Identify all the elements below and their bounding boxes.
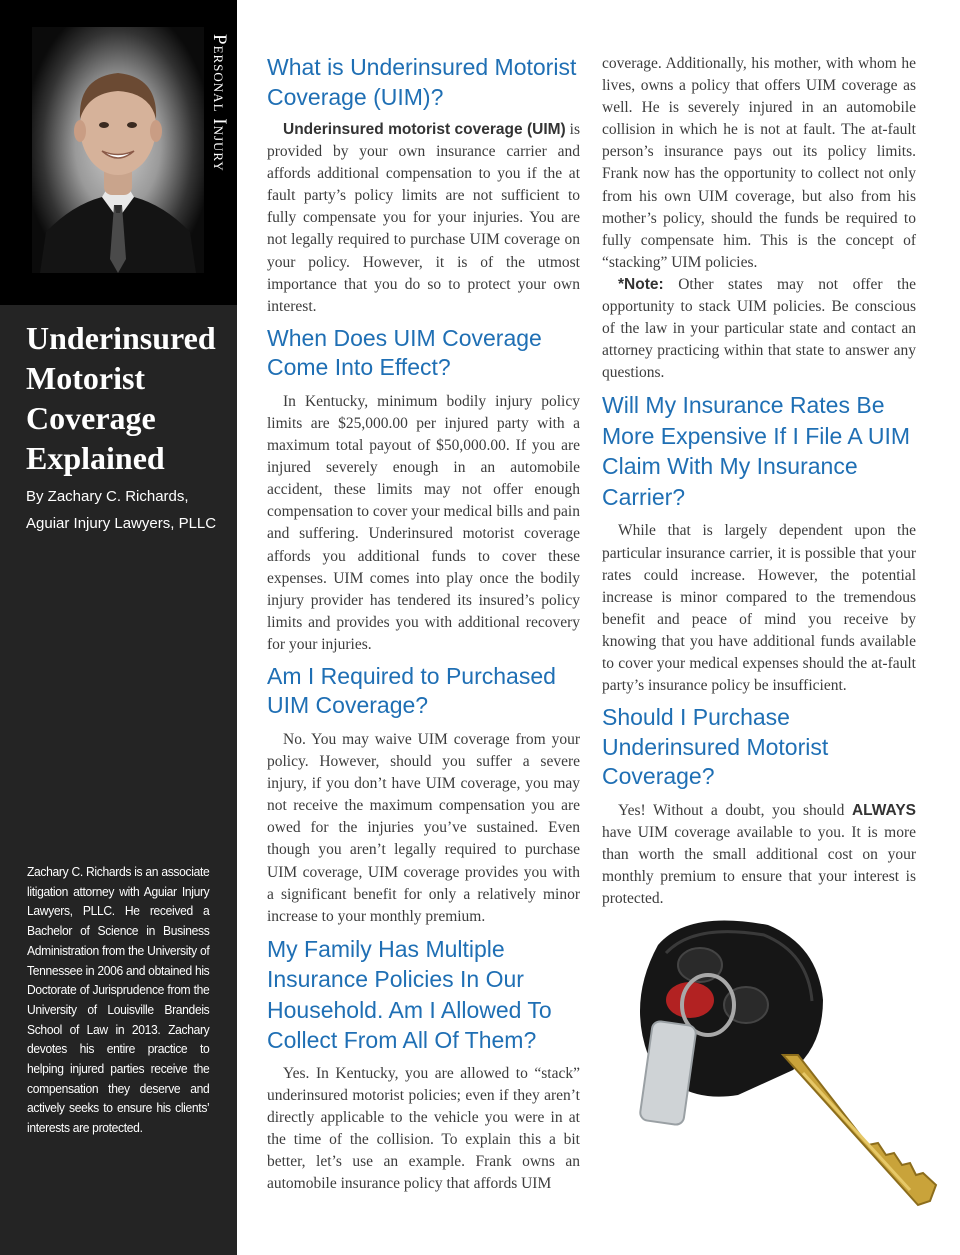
heading-when-does-uim-apply: When Does UIM Coverage Come Into Effect?: [267, 324, 542, 381]
paragraph-what-is-uim: [267, 119, 580, 318]
paragraph-should-i-purchase: [602, 800, 916, 910]
heading-required-to-purchase: Am I Required to Purchased UIM Coverage?: [267, 662, 556, 719]
byline-firm: Aguiar Injury Lawyers, PLLC: [26, 515, 217, 532]
answer-emphasis: ALWAYS: [851, 801, 916, 819]
paragraph-when-does-uim-apply: In Kentucky, minimum bodily injury policy limits are $25,000.00 per injured party with a maximum total payout of $50,000.00. If you are injured severely enough in an automobile accident, these limits may not offer enough compensation to cover your medical bills and pain and suffering. Underinsured motorist coverage affords you additional funds to cover these expenses. UIM comes into play once the bodily injury provider has tendered its insured’s policy limits and provides you with additional recovery for your injuries.: [267, 392, 580, 653]
paragraph-note: [602, 274, 916, 384]
paragraph-insurance-rates: While that is largely dependent upon the particular insurance carrier, it is possible that your rates could increase. However, the potential increase is minor compared to the tremendous benefit and peace of mind you receive by knowing that you have additional funds available to cover your medical expenses should the at-fault party’s insurance policy be insufficient.: [602, 522, 916, 695]
answer-lead: Yes! Without a doubt, you should: [618, 801, 852, 819]
note-text: Other states may not offer the opportunity to stack UIM policies. Be conscious of the law in your particular state and contact an attorney practicing within that state to answer any questions.: [602, 275, 916, 382]
paragraph-multiple-policies: Yes. In Kentucky, you are allowed to “stack” underinsured motorist policies; even if they aren’t directly applicable to the vehicle you were in at the time of the collision. To explain this a bit better, let’s use an example. Frank owns an automobile insurance policy that affords UIM: [267, 1064, 580, 1193]
author-portrait-illustration: [32, 27, 204, 273]
sidebar: [0, 0, 237, 1255]
section-tag: Personal Injury: [209, 34, 230, 172]
byline-author: By Zachary C. Richards,: [26, 488, 189, 505]
right-column: [602, 0, 916, 910]
author-portrait: [32, 27, 204, 273]
heading-multiple-policies: My Family Has Multiple Insurance Policies In Our Household. Am I Allowed To Collect From All Of Them?: [267, 935, 552, 1054]
heading-what-is-uim: What is Underinsured Motorist Coverage (UIM)?: [267, 54, 577, 110]
middle-column: [267, 0, 580, 1195]
note-label: *Note:: [618, 275, 664, 293]
uim-definition-body: is provided by your own insurance carrier and affords additional compensation to you if the at fault party’s policy limits are not sufficient to fully compensate you for your injuries. You are not legally required to purchase UIM coverage on your policy. However, it is of the utmost importance that you do so to protect your own interest.: [267, 121, 580, 315]
byline: [26, 483, 231, 537]
author-bio: Zachary C. Richards is an associate litigation attorney with Aguiar Injury Lawyers, PLLC. He received a Bachelor of Science in Business Administration from the University of Tennessee in 2006 and obtained his Doctorate of Jurisprudence from the University of Louisville Brandeis School of Law in 2013. Zachary devotes his entire practice to helping injured parties receive the compensation they deserve and actively seeks to ensure his clients’ interests are protected.: [27, 865, 210, 1136]
paragraph-stacking-example: coverage. Additionally, his mother, with whom he lives, owns a policy that offers UIM coverage as well. He is severely injured in an automobile collision in which he is not at fault. The at-fault person’s insurance pays out its policy limits. Frank now has the opportunity to collect not only from his own UIM coverage, but also from his mother’s policy, should the funds be required to fully compensate him. This is the concept of “stacking” UIM policies.: [602, 55, 916, 271]
car-key-illustration: [618, 905, 948, 1250]
heading-should-i-purchase: Should I Purchase Underinsured Motorist Coverage?: [602, 704, 829, 790]
answer-rest: have UIM coverage available to you. It is more than worth the small additional cost on your monthly premium to ensure that your interest is protected.: [602, 823, 916, 908]
uim-definition-lead: Underinsured motorist coverage (UIM): [283, 121, 566, 138]
paragraph-required-to-purchase: No. You may waive UIM coverage from your policy. However, should you suffer a severe injury, if you don’t have UIM coverage, you may not receive the maximum compensation you are owed for the injuries you’ve sustained. Even though you aren’t legally required to purchase UIM coverage, UIM coverage provides you with a significant benefit for only a relatively minor increase to your monthly premium.: [267, 730, 580, 925]
photo-band: [0, 0, 237, 305]
car-key-image: [618, 905, 948, 1250]
article-title: Underinsured Motorist Coverage Explained: [26, 320, 216, 476]
heading-insurance-rates: Will My Insurance Rates Be More Expensive If I File A UIM Claim With My Insurance Carrier?: [602, 392, 911, 510]
